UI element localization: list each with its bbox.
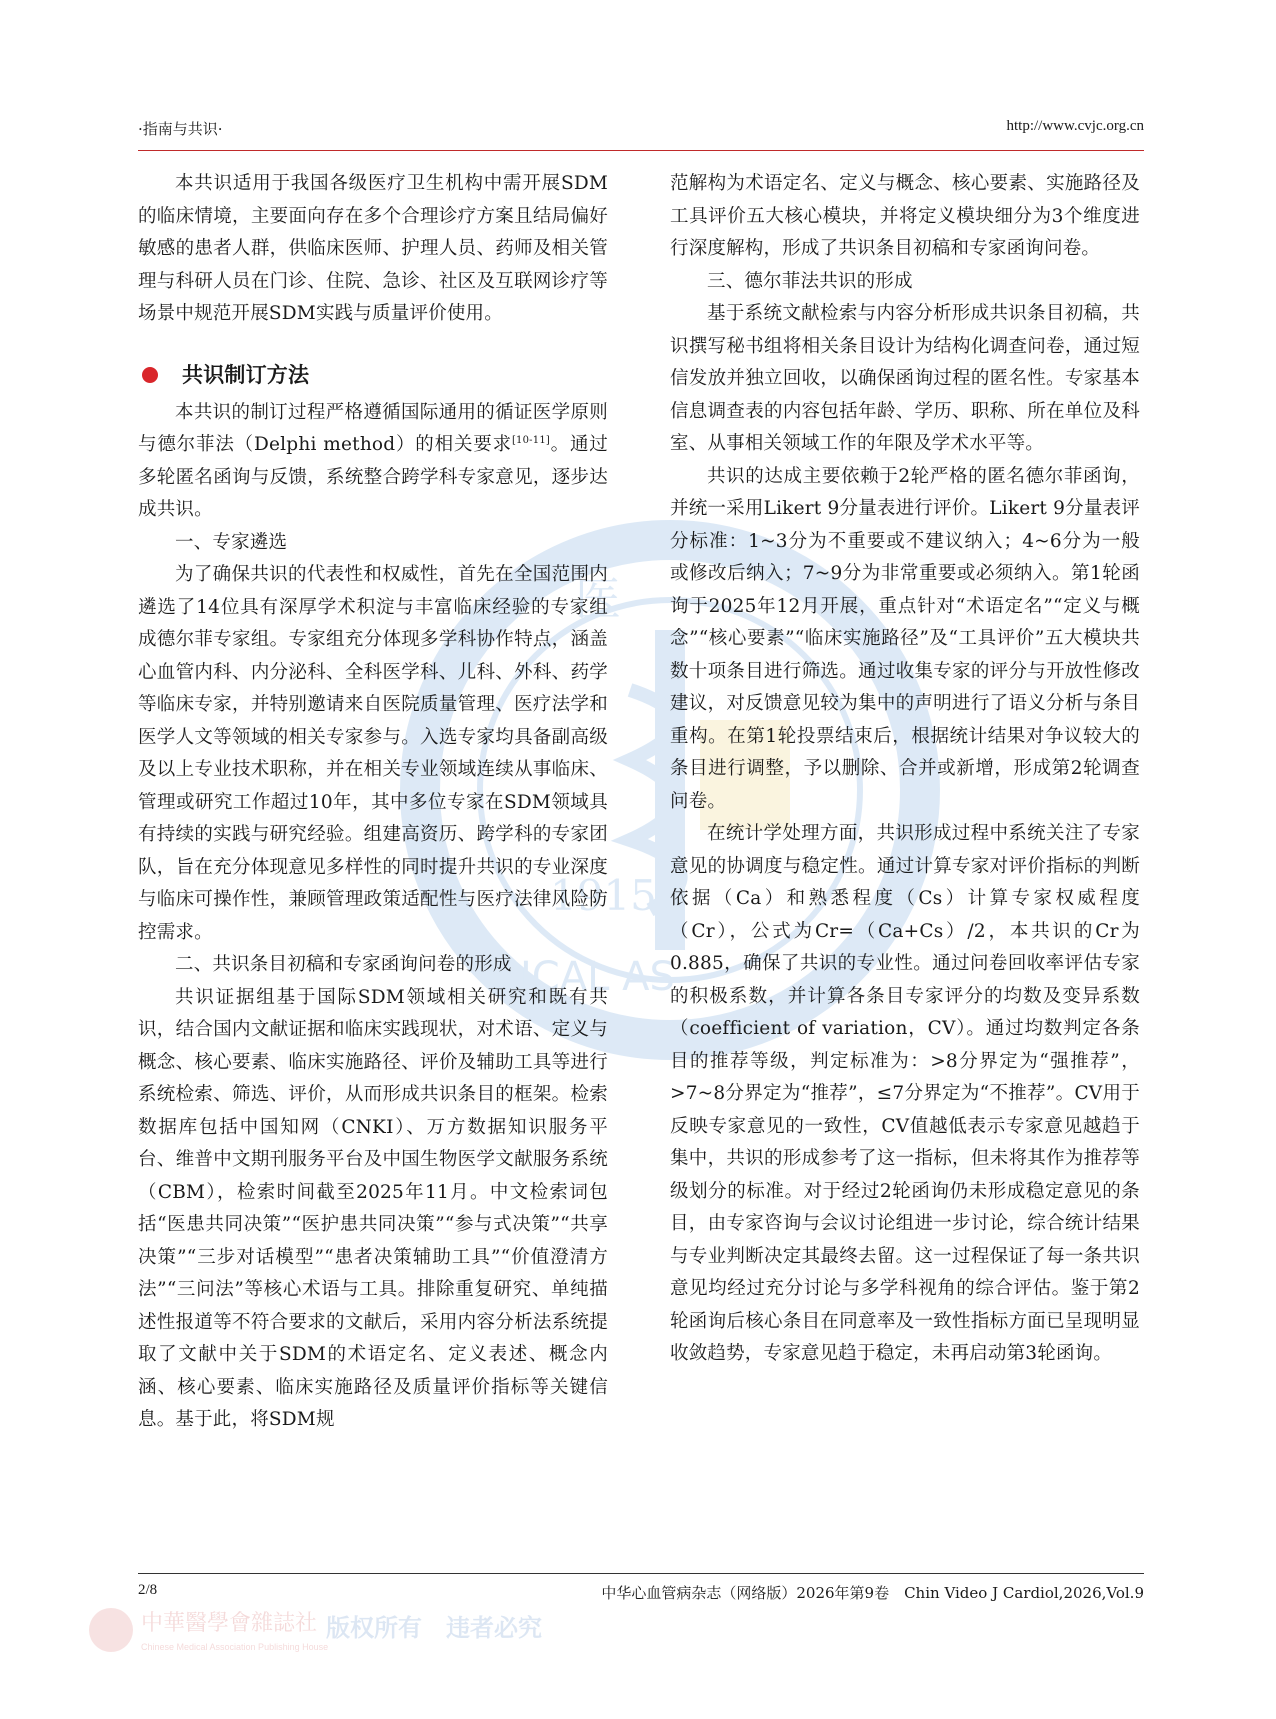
draft-formation-continued: 范解构为术语定名、定义与概念、核心要素、实施路径及工具评价五大核心模块，并将定义模块细分为3个维度进行深度解构，形成了共识条目初稿和专家函询问卷。 <box>670 173 1140 259</box>
running-header-section: ·指南与共识· <box>138 120 223 138</box>
questionnaire-paragraph: 基于系统文献检索与内容分析形成共识条目初稿，共识撰写秘书组将相关条目设计为结构化调查问卷，通过短信发放并独立回收，以确保函询过程的匿名性。专家基本信息调查表的内容包括年龄、学历、职称、所在单位及科室、从事相关领域工作的年限及学术水平等。 <box>670 303 1140 454</box>
journal-url-link[interactable]: http://www.cvjc.org.cn <box>1006 118 1144 134</box>
right-column <box>670 168 1140 1371</box>
subheading-delphi-consensus: 三、德尔菲法共识的形成 <box>707 270 913 292</box>
publisher-flower-icon <box>89 1608 133 1652</box>
methods-intro-text: 本共识的制订过程严格遵循国际通用的循证医学原则与德尔菲法（Delphi method）的相关要求 <box>138 401 608 455</box>
watermark-char: 医 <box>575 572 621 626</box>
watermark-arc-text: ICAL AS <box>520 954 675 1000</box>
subheading-expert-selection: 一、专家遴选 <box>175 531 288 553</box>
publisher-watermark <box>86 1600 586 1660</box>
statistics-paragraph: 在统计学处理方面，共识形成过程中系统关注了专家意见的协调度与稳定性。通过计算专家对评价指标的判断依据（Ca）和熟悉程度（Cs）计算专家权威程度（Cr），公式为Cr=（Ca+Cs）/2，本共识的Cr为0.885，确保了共识的专业性。通过问卷回收率评估专家的积极系数，并计算各条目专家评分的均数及变异系数（coefficient of variation，CV）。通过均数判定各条目的推荐等级，判定标准为：>8分界定为“强推荐”，>7~8分界定为“推荐”，≤7分界定为“不推荐”。CV用于反映专家意见的一致性，CV值越低表示专家意见越趋于集中，共识的形成参考了这一指标，但未将其作为推荐等级划分的标准。对于经过2轮函询仍未形成稳定意见的条目，由专家咨询与会议讨论组进一步讨论，综合统计结果与专业判断决定其最终去留。这一过程保证了每一条共识意见均经过充分讨论与多学科视角的综合评估。鉴于第2轮函询后核心条目在同意率及一致性指标方面已呈现明显收敛趋势，专家意见趋于稳定，未再启动第3轮函询。 <box>670 823 1140 1364</box>
methods-intro-text-cont: 。通过多轮匿名函询与反馈，系统整合跨学科专家意见，逐步达成共识。 <box>138 434 608 520</box>
publisher-name-en: Chinese Medical Association Publishing House <box>141 1642 329 1652</box>
methods-intro-paragraph <box>138 397 608 527</box>
page-number: 2/8 <box>138 1582 158 1598</box>
publisher-name-cn: 中華醫學會雜誌社 <box>141 1611 318 1636</box>
section-heading-text: 共识制订方法 <box>182 362 310 387</box>
delphi-rounds-paragraph: 共识的达成主要依赖于2轮严格的匿名德尔菲函询，并统一采用Likert 9分量表进行评价。Likert 9分量表评分标准：1~3分为不重要或不建议纳入；4~6分为一般或修改后纳入；7~9分为非常重要或必须纳入。第1轮函询于2025年12月开展，重点针对“术语定名”“定义与概念”“核心要素”“临床实施路径”及“工具评价”五大模块共数十项条目进行筛选。通过收集专家的评分与开放性修改建议，对反馈意见较为集中的声明进行了语义分析与条目重构。在第1轮投票结束后，根据统计结果对争议较大的条目进行调整，予以删除、合并或新增，形成第2轮调查问卷。 <box>670 465 1140 812</box>
draft-formation-paragraph: 共识证据组基于国际SDM领域相关研究和既有共识，结合国内文献证据和临床实践现状，对术语、定义与概念、核心要素、临床实施路径、评价及辅助工具等进行系统检索、筛选、评价，从而形成共识条目的框架。检索数据库包括中国知网（CNKI）、万方数据知识服务平台、维普中文期刊服务平台及中国生物医学文献服务系统（CBM），检索时间截至2025年11月。中文检索词包括“医患共同决策”“医护患共同决策”“参与式决策”“共享决策”“三步对话模型”“患者决策辅助工具”“价值澄清方法”“三问法”等核心术语与工具。排除重复研究、单纯描述性报道等不符合要求的文献后，采用内容分析法系统提取了文献中关于SDM的术语定名、定义表述、概念内涵、核心要素、临床实施路径及质量评价指标等关键信息。基于此，将SDM规 <box>138 986 608 1430</box>
copyright-notice: 版权所有 违者必究 <box>326 1614 542 1642</box>
left-column <box>138 168 608 1437</box>
subheading-draft-formation: 二、共识条目初稿和专家函询问卷的形成 <box>175 954 512 975</box>
footer-rule <box>138 1573 1144 1574</box>
watermark-year: 1915 <box>550 871 657 920</box>
header-rule <box>138 150 1144 151</box>
citation-ref[interactable]: [10-11] <box>511 434 550 446</box>
journal-citation: 中华心血管病杂志（网络版）2026年第9卷 Chin Video J Cardiol,2026,Vol.9 <box>601 1584 1144 1602</box>
section-bullet-icon <box>142 367 158 383</box>
scope-paragraph: 本共识适用于我国各级医疗卫生机构中需开展SDM的临床情境，主要面向存在多个合理诊疗方案且结局偏好敏感的患者人群，供临床医师、护理人员、药师及相关管理与科研人员在门诊、住院、急诊、社区及互联网诊疗等场景中规范开展SDM实践与质量评价使用。 <box>138 173 608 324</box>
expert-selection-paragraph: 为了确保共识的代表性和权威性，首先在全国范围内遴选了14位具有深厚学术积淀与丰富临床经验的专家组成德尔菲专家组。专家组充分体现多学科协作特点，涵盖心血管内科、内分泌科、全科医学科、儿科、外科、药学等临床专家，并特别邀请来自医院质量管理、医疗法学和医学人文等领域的相关专家参与。入选专家均具备副高级及以上专业技术职称，并在相关专业领域连续从事临床、管理或研究工作超过10年，其中多位专家在SDM领域具有持续的实践与研究经验。组建高资历、跨学科的专家团队，旨在充分体现意见多样性的同时提升共识的专业深度与临床可操作性，兼顾管理政策适配性与医疗法律风险防控需求。 <box>138 564 608 943</box>
section-heading-methods <box>138 357 608 393</box>
